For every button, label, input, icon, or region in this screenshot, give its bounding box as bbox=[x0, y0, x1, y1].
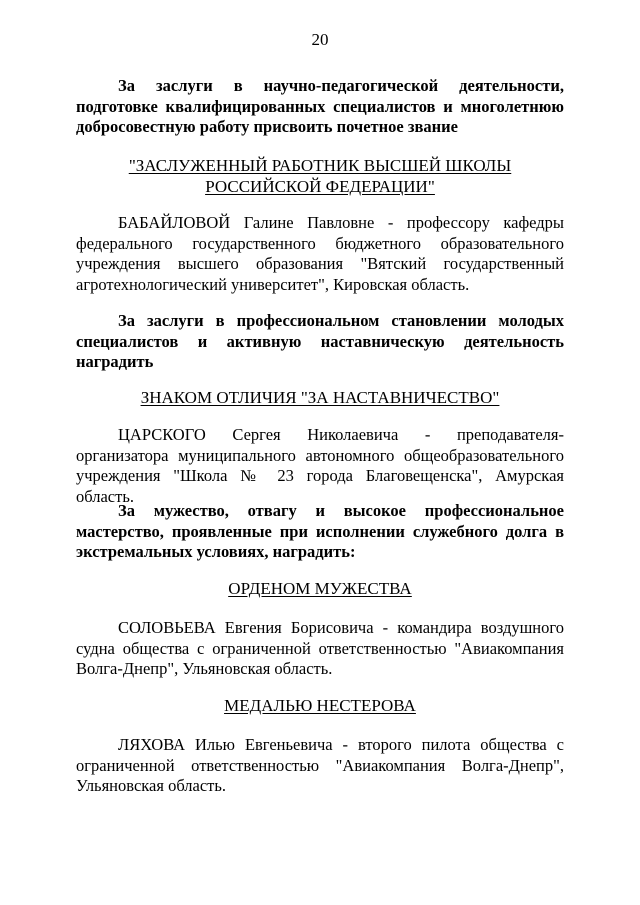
page-number: 20 bbox=[311, 30, 329, 49]
section-2-award-line-1: ЗНАКОМ ОТЛИЧИЯ "ЗА НАСТАВНИЧЕСТВО" bbox=[140, 388, 500, 407]
section-2-preamble: За заслуги в профессиональном становлении молодых специалистов и активную наставническую деятельность наградить bbox=[76, 311, 564, 371]
section-3-award-title bbox=[76, 578, 564, 599]
section-1-recipient: БАБАЙЛОВОЙ Галине Павловне - профессору кафедры федерального государственного бюджетного образовательного учреждения высшего образования "Вятский государственный агротехнологический университет", Кировская область. bbox=[76, 213, 564, 294]
section-4-award-title bbox=[76, 695, 564, 716]
section-1-preamble: За заслуги в научно-педагогической деятельности, подготовке квалифицированных специалистов и многолетнюю добросовестную работу присвоить почетное звание bbox=[76, 76, 564, 136]
section-3-award-line-1: ОРДЕНОМ МУЖЕСТВА bbox=[228, 579, 412, 598]
section-3-preamble: За мужество, отвагу и высокое профессиональное мастерство, проявленные при исполнении служебного долга в экстремальных условиях, наградить: bbox=[76, 501, 564, 561]
section-3-recipient: СОЛОВЬЕВА Евгения Борисовича - командира воздушного судна общества с ограниченной ответственностью "Авиакомпания Волга-Днепр", Ульяновская область. bbox=[76, 618, 564, 678]
section-4-recipient: ЛЯХОВА Илью Евгеньевича - второго пилота общества с ограниченной ответственностью "Авиакомпания Волга-Днепр", Ульяновская область. bbox=[76, 735, 564, 795]
section-4-award-line-1: МЕДАЛЬЮ НЕСТЕРОВА bbox=[224, 696, 416, 715]
section-2-award-title bbox=[76, 387, 564, 408]
section-2-recipient: ЦАРСКОГО Сергея Николаевича - преподавателя-организатора муниципального автономного общеобразовательного учреждения "Школа № 23 города Благовещенска", Амурская область. bbox=[76, 425, 564, 506]
section-1-award-line-1: "ЗАСЛУЖЕННЫЙ РАБОТНИК ВЫСШЕЙ ШКОЛЫ bbox=[128, 156, 512, 175]
section-1-award-title bbox=[76, 155, 564, 197]
section-1-award-line-2: РОССИЙСКОЙ ФЕДЕРАЦИИ" bbox=[205, 177, 435, 196]
